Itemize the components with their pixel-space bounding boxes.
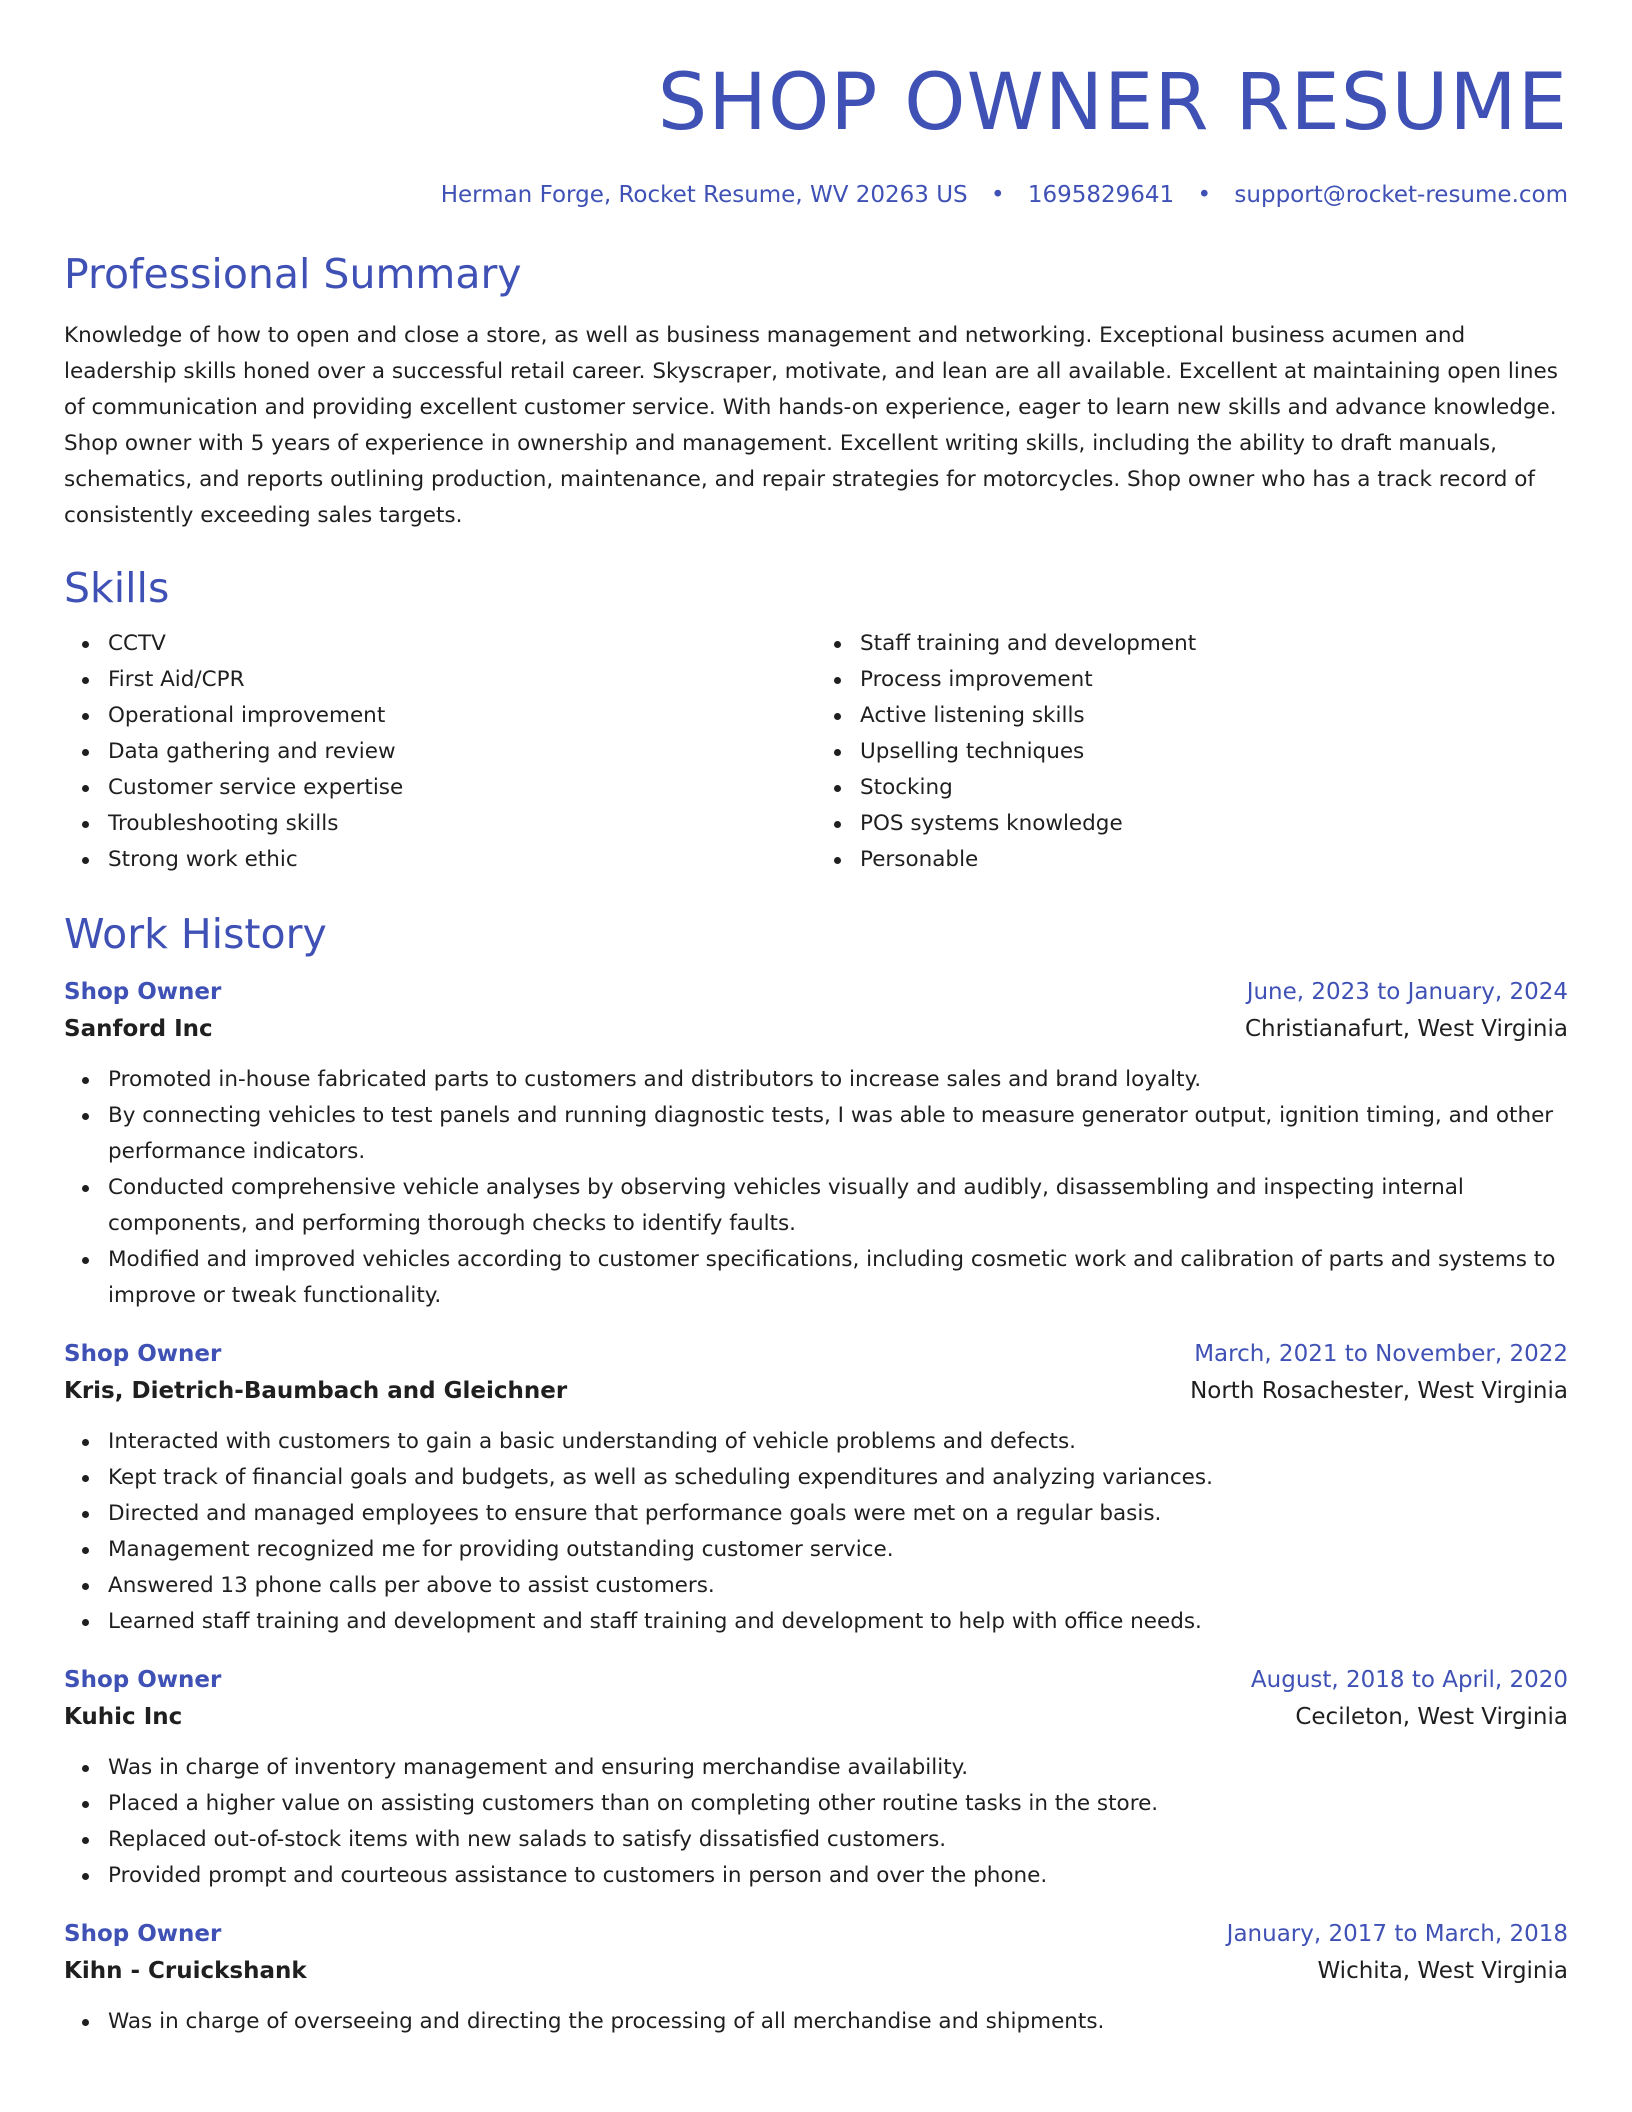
- job-location: Wichita, West Virginia: [1317, 1958, 1568, 1984]
- job-dates: August, 2018 to April, 2020: [1250, 1667, 1568, 1693]
- job-company: Kihn - Cruickshank: [64, 1958, 307, 1984]
- job-entry: [64, 1662, 1568, 1894]
- job-location: North Rosachester, West Virginia: [1190, 1378, 1568, 1404]
- skill-item: Data gathering and review: [108, 734, 816, 770]
- job-bullets: [64, 1424, 1568, 1640]
- skill-item: POS systems knowledge: [860, 806, 1568, 842]
- job-title: Shop Owner: [64, 1667, 222, 1693]
- job-entry: [64, 1336, 1568, 1640]
- skill-item: Active listening skills: [860, 698, 1568, 734]
- skill-item: First Aid/CPR: [108, 662, 816, 698]
- job-title: Shop Owner: [64, 1921, 222, 1947]
- job-bullet: Interacted with customers to gain a basic understanding of vehicle problems and defects.: [108, 1424, 1568, 1460]
- skills-columns: [64, 626, 1568, 878]
- job-bullet: Was in charge of inventory management and ensuring merchandise availability.: [108, 1750, 1568, 1786]
- job-bullet: Was in charge of overseeing and directing the processing of all merchandise and shipments.: [108, 2004, 1568, 2040]
- skills-heading: Skills: [64, 564, 170, 612]
- job-bullet: Learned staff training and development and staff training and development to help with office needs.: [108, 1604, 1568, 1640]
- job-bullets: [64, 1750, 1568, 1894]
- job-bullet: Answered 13 phone calls per above to assist customers.: [108, 1568, 1568, 1604]
- job-bullet: Management recognized me for providing outstanding customer service.: [108, 1532, 1568, 1568]
- contact-phone: 1695829641: [1027, 182, 1175, 208]
- job-location: Cecileton, West Virginia: [1295, 1704, 1568, 1730]
- skill-item: Process improvement: [860, 662, 1568, 698]
- job-bullet: Replaced out-of-stock items with new salads to satisfy dissatisfied customers.: [108, 1822, 1568, 1858]
- job-bullet: Promoted in-house fabricated parts to customers and distributors to increase sales and brand loyalty.: [108, 1062, 1568, 1098]
- skill-item: Strong work ethic: [108, 842, 816, 878]
- skill-item: Upselling techniques: [860, 734, 1568, 770]
- resume-title: SHOP OWNER RESUME: [657, 58, 1568, 148]
- job-bullet: Kept track of financial goals and budgets, as well as scheduling expenditures and analyzing variances.: [108, 1460, 1568, 1496]
- job-company: Kris, Dietrich-Baumbach and Gleichner: [64, 1378, 568, 1404]
- work-history-heading: Work History: [64, 910, 327, 958]
- job-bullet: Placed a higher value on assisting customers than on completing other routine tasks in the store.: [108, 1786, 1568, 1822]
- job-location: Christianafurt, West Virginia: [1245, 1016, 1568, 1042]
- contact-email: support@rocket-resume.com: [1234, 182, 1568, 208]
- job-dates: January, 2017 to March, 2018: [1226, 1921, 1568, 1947]
- job-company: Sanford Inc: [64, 1016, 213, 1042]
- contact-separator: •: [990, 182, 1005, 208]
- job-entry: [64, 974, 1568, 1314]
- job-dates: March, 2021 to November, 2022: [1194, 1341, 1568, 1367]
- job-bullet: Modified and improved vehicles according to customer specifications, including cosmetic work and calibration of parts and systems to improve or tweak functionality.: [108, 1242, 1568, 1314]
- job-bullet: Directed and managed employees to ensure that performance goals were met on a regular basis.: [108, 1496, 1568, 1532]
- skill-item: Customer service expertise: [108, 770, 816, 806]
- job-dates: June, 2023 to January, 2024: [1246, 979, 1568, 1005]
- skill-item: Personable: [860, 842, 1568, 878]
- contact-separator: •: [1197, 182, 1212, 208]
- job-entry: [64, 1916, 1568, 2040]
- summary-heading: Professional Summary: [64, 250, 522, 298]
- job-bullets: [64, 2004, 1568, 2040]
- skill-item: Stocking: [860, 770, 1568, 806]
- job-bullet: By connecting vehicles to test panels and running diagnostic tests, I was able to measure generator output, ignition timing, and other performance indicators.: [108, 1098, 1568, 1170]
- skill-item: Operational improvement: [108, 698, 816, 734]
- job-bullet: Provided prompt and courteous assistance to customers in person and over the phone.: [108, 1858, 1568, 1894]
- skill-item: Troubleshooting skills: [108, 806, 816, 842]
- skill-item: CCTV: [108, 626, 816, 662]
- skills-list-left: [64, 626, 816, 878]
- skill-item: Staff training and development: [860, 626, 1568, 662]
- job-title: Shop Owner: [64, 1341, 222, 1367]
- job-bullet: Conducted comprehensive vehicle analyses by observing vehicles visually and audibly, disassembling and inspecting internal components, and performing thorough checks to identify faults.: [108, 1170, 1568, 1242]
- summary-text: Knowledge of how to open and close a store, as well as business management and networking. Exceptional business acumen and leadership skills honed over a successful retail career. Skyscraper, motivate, and lean are all available. Excellent at maintaining open lines of communication and providing excellent customer service. With hands-on experience, eager to learn new skills and advance knowledge. Shop owner with 5 years of experience in ownership and management. Excellent writing skills, including the ability to draft manuals, schematics, and reports outlining production, maintenance, and repair strategies for motorcycles. Shop owner who has a track record of consistently exceeding sales targets.: [64, 323, 1558, 528]
- job-title: Shop Owner: [64, 979, 222, 1005]
- job-company: Kuhic Inc: [64, 1704, 183, 1730]
- job-bullets: [64, 1062, 1568, 1314]
- contact-line: [64, 180, 1568, 210]
- contact-address: Herman Forge, Rocket Resume, WV 20263 US: [440, 182, 968, 208]
- skills-list-right: [816, 626, 1568, 878]
